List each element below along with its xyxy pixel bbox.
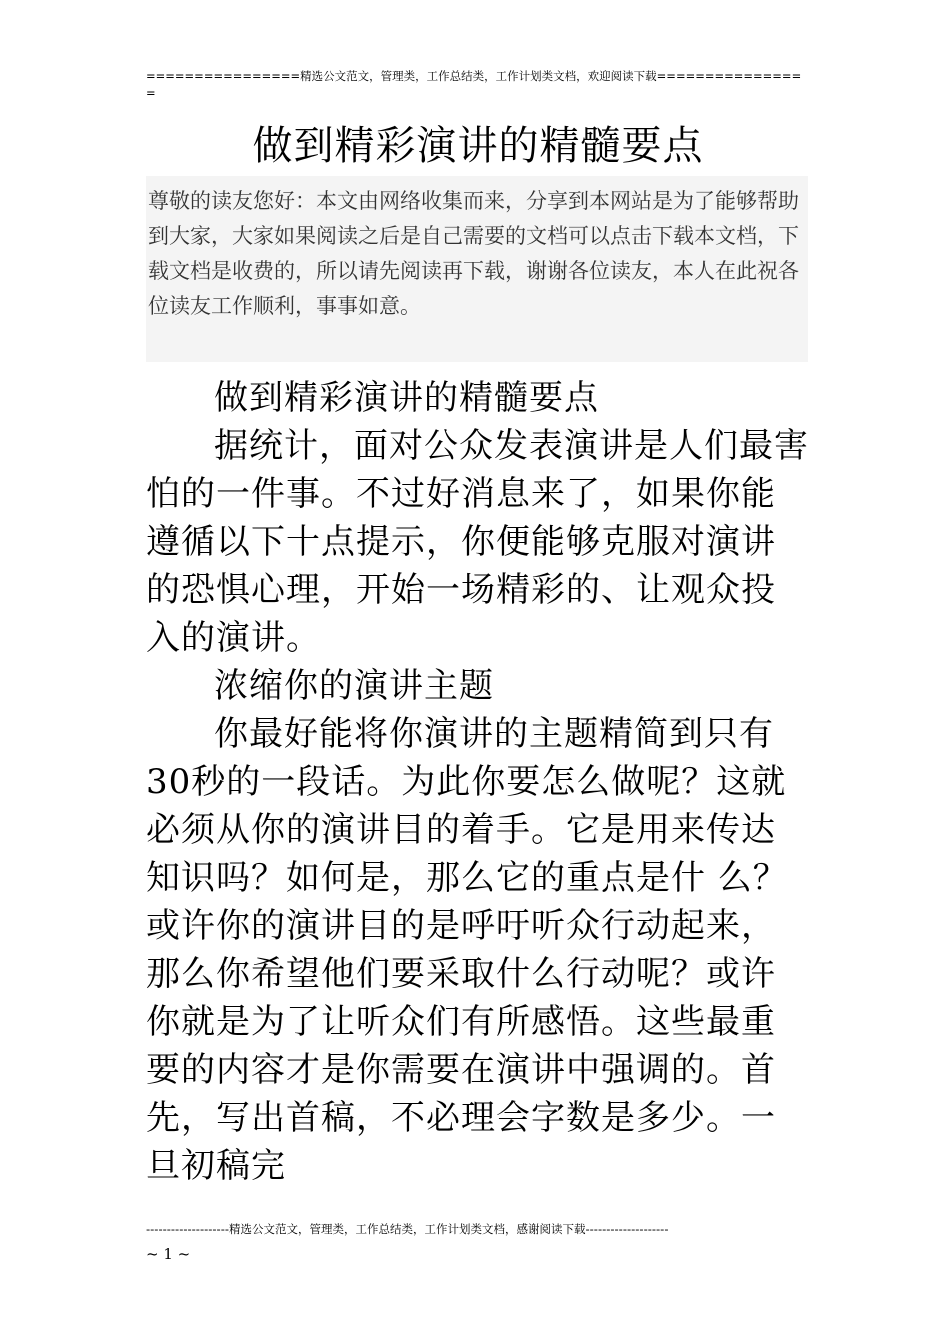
paragraph-intro: 据统计，面对公众发表演讲是人们最害怕的一件事。不过好消息来了，如果你能遵循以下十点提示，你便能够克服对演讲的恐惧心理，开始一场精彩的、让观众投入的演讲。 — [146, 426, 809, 658]
article-body — [146, 374, 810, 1190]
paragraph-text-start: 你最好能将你演讲的主题精简到只有 — [214, 714, 774, 754]
paragraph-condense-topic — [146, 710, 810, 1190]
article-heading: 做到精彩演讲的精髓要点 — [214, 378, 599, 418]
page-number: ~ 1 ~ — [146, 1245, 191, 1263]
document-title: 做到精彩演讲的精髓要点 — [252, 123, 704, 169]
reader-notice-box — [146, 176, 808, 362]
section-heading-condense-topic: 浓缩你的演讲主题 — [214, 666, 494, 706]
paragraph-text-rest: 秒的一段话。为此你要怎么做呢？这就必须从你的演讲目的着手。它是用来传达知识吗？如何是，那么它的重点是什 么？或许你的演讲目的是呼吁听众行动起来，那么你希望他们要采取什么行动呢？或许你就是为了让听众们有所感悟。这些最重要的内容才是你需要在演讲中强调的。首先，写出首稿，不必理会字数是多少。一旦初稿完 — [146, 762, 788, 1186]
footer-banner: --------------------精选公文范文，管理类，工作总结类，工作计划类文档，感谢阅读下载-------------------- — [146, 1222, 669, 1236]
reader-notice-text: 尊敬的读友您好：本文由网络收集而来，分享到本网站是为了能够帮助到大家，大家如果阅读之后是自己需要的文档可以点击下载本文档，下载文档是收费的，所以请先阅读再下载，谢谢各位读友，本人在此祝各位读友工作顺利，事事如意。 — [148, 189, 799, 318]
seconds-number: 30 — [146, 762, 192, 802]
header-banner: ================精选公文范文，管理类，工作总结类，工作计划类文档，欢迎阅读下载================ — [146, 69, 802, 100]
